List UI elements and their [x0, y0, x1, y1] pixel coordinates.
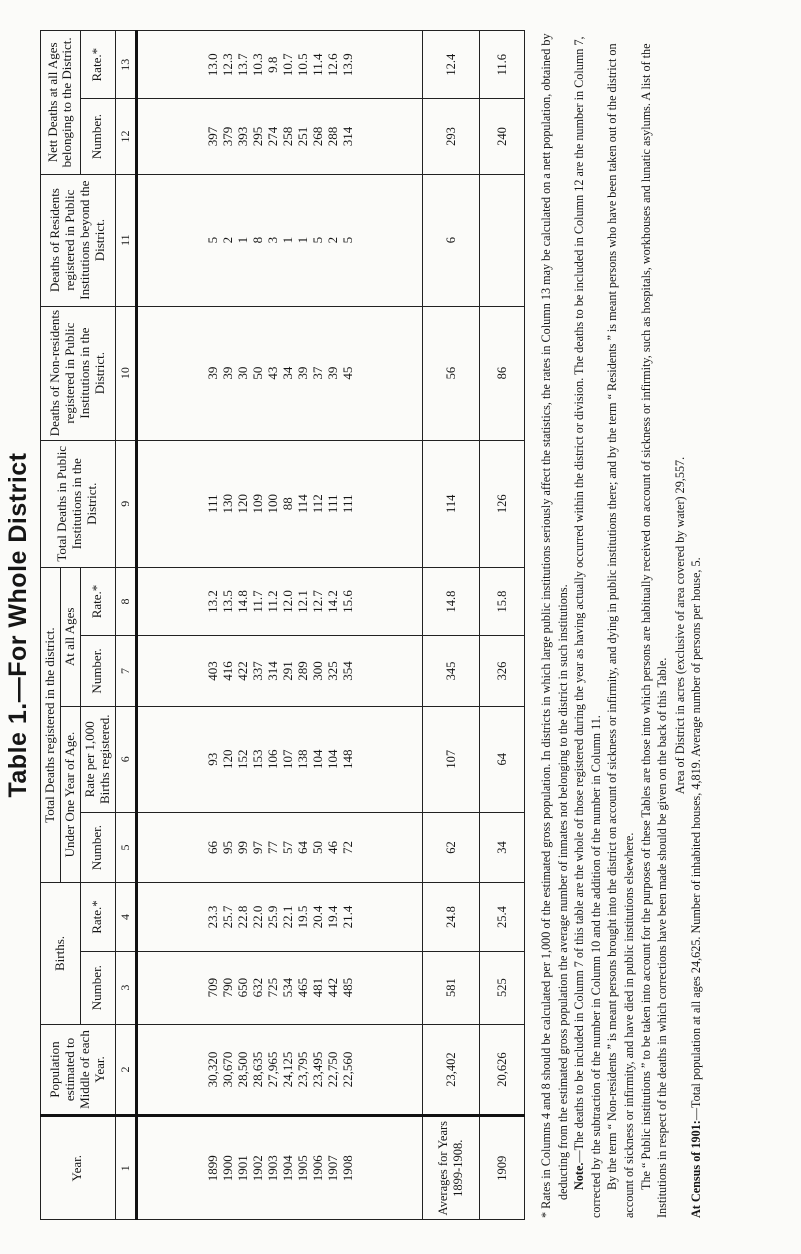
cell-all-rate: 12.7 — [309, 590, 325, 613]
cell-pop: 28,500 — [234, 1051, 250, 1088]
cell-nonres: 37 — [309, 366, 325, 380]
cell-all-rate: 14.2 — [324, 590, 340, 613]
cell-birth-no: 485 — [339, 977, 355, 998]
header-nett-number: Number. — [80, 99, 115, 174]
cell-pop: 30,670 — [219, 1051, 235, 1088]
cell-nett-no: 251 — [294, 126, 310, 147]
cell-nonres: 50 — [249, 366, 265, 380]
column-number: 6 — [115, 706, 136, 812]
avg-births-rate: 24.8 — [423, 883, 480, 951]
cell-nett-no: 393 — [234, 126, 250, 147]
cell-nett-rate: 9.8 — [264, 56, 280, 73]
column-number: 9 — [115, 440, 136, 567]
cell-pub-inst: 120 — [234, 494, 250, 514]
cell-all-rate: 11.2 — [264, 590, 280, 613]
avg-all-deaths: 345 — [423, 636, 480, 707]
cell-pop: 28,635 — [249, 1051, 265, 1088]
cell-pub-inst: 111 — [339, 494, 355, 514]
cell-birth-rate: 19.5 — [294, 905, 310, 929]
cell-birth-no: 632 — [249, 977, 265, 998]
cell-year: 1900 — [219, 1155, 235, 1182]
public-institutions-column — [136, 440, 422, 567]
y1909-nett-deaths: 240 — [480, 99, 525, 174]
residents-beyond-column — [136, 174, 422, 306]
cell-res-beyond: 1 — [279, 236, 295, 244]
cell-nett-no: 258 — [279, 126, 295, 147]
cell-res-beyond: 3 — [264, 236, 280, 244]
cell-nett-no: 314 — [339, 126, 355, 147]
cell-birth-no: 790 — [219, 977, 235, 998]
y1909-all-deaths: 326 — [480, 636, 525, 707]
cell-inf-rate: 106 — [264, 749, 280, 770]
header-total-deaths: Total Deaths registered in the district. — [41, 567, 61, 883]
cell-all-no: 416 — [219, 661, 235, 681]
cell-nonres: 30 — [234, 366, 250, 380]
y1909-non-residents: 86 — [480, 306, 525, 440]
cell-pub-inst: 114 — [294, 494, 310, 514]
column-number: 12 — [115, 99, 136, 174]
cell-nett-no: 295 — [249, 126, 265, 147]
cell-all-no: 337 — [249, 661, 265, 681]
nett-deaths-column — [136, 99, 422, 174]
avg-population: 23,402 — [423, 1024, 480, 1116]
cell-nonres: 45 — [339, 366, 355, 380]
cell-inf-rate: 148 — [339, 749, 355, 770]
census-text: —Total population at all ages 24,625. Number of inhabited houses, 4,819. Average number of persons per house, 5. — [689, 557, 704, 1121]
header-infant-rate: Rate per 1,000 Births registered. — [80, 706, 115, 812]
cell-birth-no: 442 — [324, 977, 340, 998]
avg-all-rate: 14.8 — [423, 567, 480, 635]
cell-year: 1903 — [264, 1155, 280, 1182]
cell-all-rate: 13.5 — [219, 590, 235, 613]
column-number: 2 — [115, 1024, 136, 1116]
cell-all-no: 291 — [279, 661, 295, 681]
header-residents-beyond: Deaths of Residents registered in Public Institutions beyond the District. — [41, 174, 116, 306]
y1909-infant-deaths: 34 — [480, 812, 525, 883]
cell-year: 1905 — [294, 1155, 310, 1182]
y1909-population: 20,626 — [480, 1024, 525, 1116]
header-all-rate: Rate.* — [80, 567, 115, 635]
cell-birth-no: 709 — [204, 977, 220, 998]
cell-inf-rate: 104 — [324, 749, 340, 770]
cell-birth-rate: 21.4 — [339, 905, 355, 929]
rates-footnote: * Rates in Columns 4 and 8 should be calculated per 1,000 of the estimated gross population. In districts in which large public institutions seriously affect the statistics, the rates in Column 13 may be calculated on a nett population, obtained by deducting from the estimated gross population the average number of inmates not belonging to the district in such institutions. — [539, 33, 570, 1218]
cell-nett-no: 288 — [324, 126, 340, 147]
cell-pop: 24,125 — [279, 1051, 295, 1088]
cell-inf-no: 99 — [234, 841, 250, 855]
column-number: 11 — [115, 174, 136, 306]
column-number: 5 — [115, 812, 136, 883]
cell-nonres: 39 — [324, 366, 340, 380]
cell-inf-no: 50 — [309, 841, 325, 855]
cell-birth-rate: 23.3 — [204, 905, 220, 929]
cell-nett-no: 274 — [264, 126, 280, 147]
area-and-census — [672, 33, 705, 1218]
infant-rate-column — [136, 706, 422, 812]
y1909-births-rate: 25.4 — [480, 883, 525, 951]
cell-all-rate: 14.8 — [234, 590, 250, 613]
cell-res-beyond: 2 — [219, 236, 235, 244]
y1909-public-institutions: 126 — [480, 440, 525, 567]
note-label: Note. — [572, 1162, 587, 1190]
year-1909-label: 1909 — [480, 1116, 525, 1220]
cell-nett-rate: 10.3 — [249, 53, 265, 77]
cell-pub-inst: 111 — [324, 494, 340, 514]
avg-residents-beyond: 6 — [423, 174, 480, 306]
avg-infant-deaths: 62 — [423, 812, 480, 883]
header-all-ages: At all Ages — [60, 567, 80, 706]
cell-birth-no: 481 — [309, 977, 325, 998]
y1909-infant-rate: 64 — [480, 706, 525, 812]
note-text: —The deaths to be included in Column 7 of this table are the whole of those registered during the year as having actually occurred within the district or division. The deaths to be included in Column 12 are the number in Column 7, corrected by the subtraction of the number in Column 10 and the addition of the number in Column 11. — [572, 36, 603, 1218]
cell-birth-rate: 25.9 — [264, 905, 280, 929]
cell-pop: 22,560 — [339, 1051, 355, 1088]
cell-all-no: 403 — [204, 661, 220, 681]
cell-nonres: 39 — [294, 366, 310, 380]
cell-nett-no: 397 — [204, 126, 220, 147]
year-1909-row — [480, 31, 525, 1220]
census-label: At Census of 1901: — [689, 1120, 704, 1218]
note-paragraph — [571, 33, 604, 1218]
cell-pub-inst: 130 — [219, 494, 235, 514]
cell-all-rate: 15.6 — [339, 590, 355, 613]
population-column — [136, 1024, 422, 1116]
column-number: 3 — [115, 951, 136, 1024]
header-under-one: Under One Year of Age. — [60, 706, 80, 883]
avg-public-institutions: 114 — [423, 440, 480, 567]
cell-inf-no: 46 — [324, 841, 340, 855]
avg-non-residents: 56 — [423, 306, 480, 440]
cell-nett-no: 379 — [219, 126, 235, 147]
cell-res-beyond: 8 — [249, 236, 265, 244]
cell-nett-rate: 13.9 — [339, 53, 355, 77]
header-births: Births. — [41, 883, 81, 1024]
cell-nonres: 34 — [279, 366, 295, 380]
cell-birth-rate: 22.8 — [234, 905, 250, 929]
cell-all-no: 422 — [234, 661, 250, 681]
infant-deaths-column — [136, 812, 422, 883]
cell-nett-rate: 12.3 — [219, 53, 235, 77]
cell-pop: 22,750 — [324, 1051, 340, 1088]
cell-inf-rate: 152 — [234, 749, 250, 770]
cell-inf-rate: 138 — [294, 749, 310, 770]
cell-year: 1899 — [204, 1155, 220, 1182]
births-number-column — [136, 951, 422, 1024]
y1909-residents-beyond — [480, 174, 525, 306]
avg-nett-deaths: 293 — [423, 99, 480, 174]
cell-inf-no: 66 — [204, 841, 220, 855]
cell-nett-no: 268 — [309, 126, 325, 147]
cell-inf-no: 57 — [279, 841, 295, 855]
cell-nett-rate: 10.5 — [294, 53, 310, 77]
y1909-nett-rate: 11.6 — [480, 31, 525, 99]
cell-all-no: 300 — [309, 661, 325, 681]
cell-inf-no: 72 — [339, 841, 355, 855]
cell-nonres: 39 — [219, 366, 235, 380]
cell-birth-rate: 25.7 — [219, 905, 235, 929]
cell-birth-no: 725 — [264, 977, 280, 998]
cell-inf-rate: 104 — [309, 749, 325, 770]
cell-nett-rate: 13.7 — [234, 53, 250, 77]
area-line: Area of District in acres (exclusive of area covered by water) 29,557. — [672, 456, 687, 795]
births-rate-column — [136, 883, 422, 951]
avg-infant-rate: 107 — [423, 706, 480, 812]
cell-all-rate: 11.7 — [249, 590, 265, 613]
header-public-institutions: Total Deaths in Public Institutions in the District. — [41, 440, 116, 567]
cell-all-no: 289 — [294, 661, 310, 681]
non-residents-column — [136, 306, 422, 440]
cell-inf-rate: 107 — [279, 749, 295, 770]
nett-rate-column — [136, 31, 422, 99]
cell-inf-rate: 93 — [204, 752, 220, 766]
cell-inf-rate: 153 — [249, 749, 265, 770]
cell-res-beyond: 5 — [309, 236, 325, 244]
cell-birth-no: 650 — [234, 977, 250, 998]
cell-year: 1907 — [324, 1155, 340, 1182]
header-all-number: Number. — [80, 636, 115, 707]
y1909-births-number: 525 — [480, 951, 525, 1024]
cell-year: 1904 — [279, 1155, 295, 1182]
cell-birth-rate: 20.4 — [309, 905, 325, 929]
cell-res-beyond: 1 — [234, 236, 250, 244]
cell-pop: 27,965 — [264, 1051, 280, 1088]
cell-nonres: 39 — [204, 366, 220, 380]
cell-all-no: 325 — [324, 661, 340, 681]
avg-nett-rate: 12.4 — [423, 31, 480, 99]
cell-pub-inst: 109 — [249, 494, 265, 514]
statistics-table — [40, 30, 525, 1220]
cell-birth-rate: 22.0 — [249, 905, 265, 929]
cell-pop: 23,795 — [294, 1051, 310, 1088]
all-rate-column — [136, 567, 422, 635]
census-line — [688, 33, 705, 1218]
averages-row — [423, 31, 480, 1220]
cell-birth-rate: 22.1 — [279, 905, 295, 929]
cell-birth-rate: 19.4 — [324, 905, 340, 929]
cell-nett-rate: 13.0 — [204, 53, 220, 77]
cell-inf-no: 95 — [219, 841, 235, 855]
cell-all-rate: 12.0 — [279, 590, 295, 613]
cell-inf-no: 64 — [294, 841, 310, 855]
header-birth-rate: Rate.* — [80, 883, 115, 951]
averages-label: Averages for Years 1899-1908. — [423, 1116, 480, 1220]
column-number: 8 — [115, 567, 136, 635]
cell-nett-rate: 11.4 — [309, 53, 325, 76]
cell-pub-inst: 88 — [279, 497, 295, 511]
cell-res-beyond: 2 — [324, 236, 340, 244]
table-title: Table 1.—For Whole District — [4, 452, 32, 798]
column-number: 7 — [115, 636, 136, 707]
header-nett-deaths: Nett Deaths at all Ages belonging to the District. — [41, 31, 81, 175]
cell-all-no: 314 — [264, 661, 280, 681]
cell-nonres: 43 — [264, 366, 280, 380]
cell-year: 1908 — [339, 1155, 355, 1182]
cell-nett-rate: 10.7 — [279, 53, 295, 77]
column-number: 4 — [115, 883, 136, 951]
cell-birth-no: 465 — [294, 977, 310, 998]
year-column — [136, 1116, 422, 1220]
cell-year: 1906 — [309, 1155, 325, 1182]
cell-pop: 23,495 — [309, 1051, 325, 1088]
column-number: 10 — [115, 306, 136, 440]
cell-inf-no: 77 — [264, 841, 280, 855]
column-number: 1 — [115, 1116, 136, 1220]
cell-year: 1901 — [234, 1155, 250, 1182]
cell-year: 1902 — [249, 1155, 265, 1182]
yearly-data-row — [136, 31, 422, 1220]
terms-paragraph: By the term “ Non-residents ” is meant persons brought into the district on account of sickness or infirmity, and dying in public institutions there; and by the term “ Residents ” is meant persons who have been taken out of the district on account of sickness or infirmity, and have died in public institutions elsewhere. — [605, 43, 636, 1218]
avg-births-number: 581 — [423, 951, 480, 1024]
cell-res-beyond: 5 — [339, 236, 355, 244]
cell-inf-rate: 120 — [219, 749, 235, 770]
cell-res-beyond: 5 — [204, 236, 220, 244]
cell-pub-inst: 112 — [309, 494, 325, 514]
cell-res-beyond: 1 — [294, 236, 310, 244]
cell-all-no: 354 — [339, 661, 355, 681]
y1909-all-rate: 15.8 — [480, 567, 525, 635]
header-nett-rate: Rate.* — [80, 31, 115, 99]
cell-all-rate: 12.1 — [294, 590, 310, 613]
public-institutions-paragraph: The “ Public institutions ” to be taken into account for the purposes of these Tables are those into which persons are habitually received on account of sickness or infirmity, such as hospitals, workhouses and lunatic asylums. A list of the Institutions in respect of the deaths in which corrections have been made should be given on the back of this Table. — [638, 43, 670, 1218]
header-birth-number: Number. — [80, 951, 115, 1024]
header-infant-number: Number. — [80, 812, 115, 883]
column-number: 13 — [115, 31, 136, 99]
cell-pub-inst: 111 — [204, 494, 220, 514]
cell-birth-no: 534 — [279, 977, 295, 998]
cell-inf-no: 97 — [249, 841, 265, 855]
cell-pop: 30,320 — [204, 1051, 220, 1088]
table-notes — [538, 33, 705, 1218]
header-year: Year. — [41, 1116, 116, 1220]
cell-pub-inst: 100 — [264, 494, 280, 514]
cell-nett-rate: 12.6 — [324, 53, 340, 77]
all-deaths-column — [136, 636, 422, 707]
header-population: Population estimated to Middle of each Year. — [41, 1024, 116, 1116]
header-non-residents: Deaths of Non-residents registered in Public Institutions in the District. — [41, 306, 116, 440]
cell-all-rate: 13.2 — [204, 590, 220, 613]
